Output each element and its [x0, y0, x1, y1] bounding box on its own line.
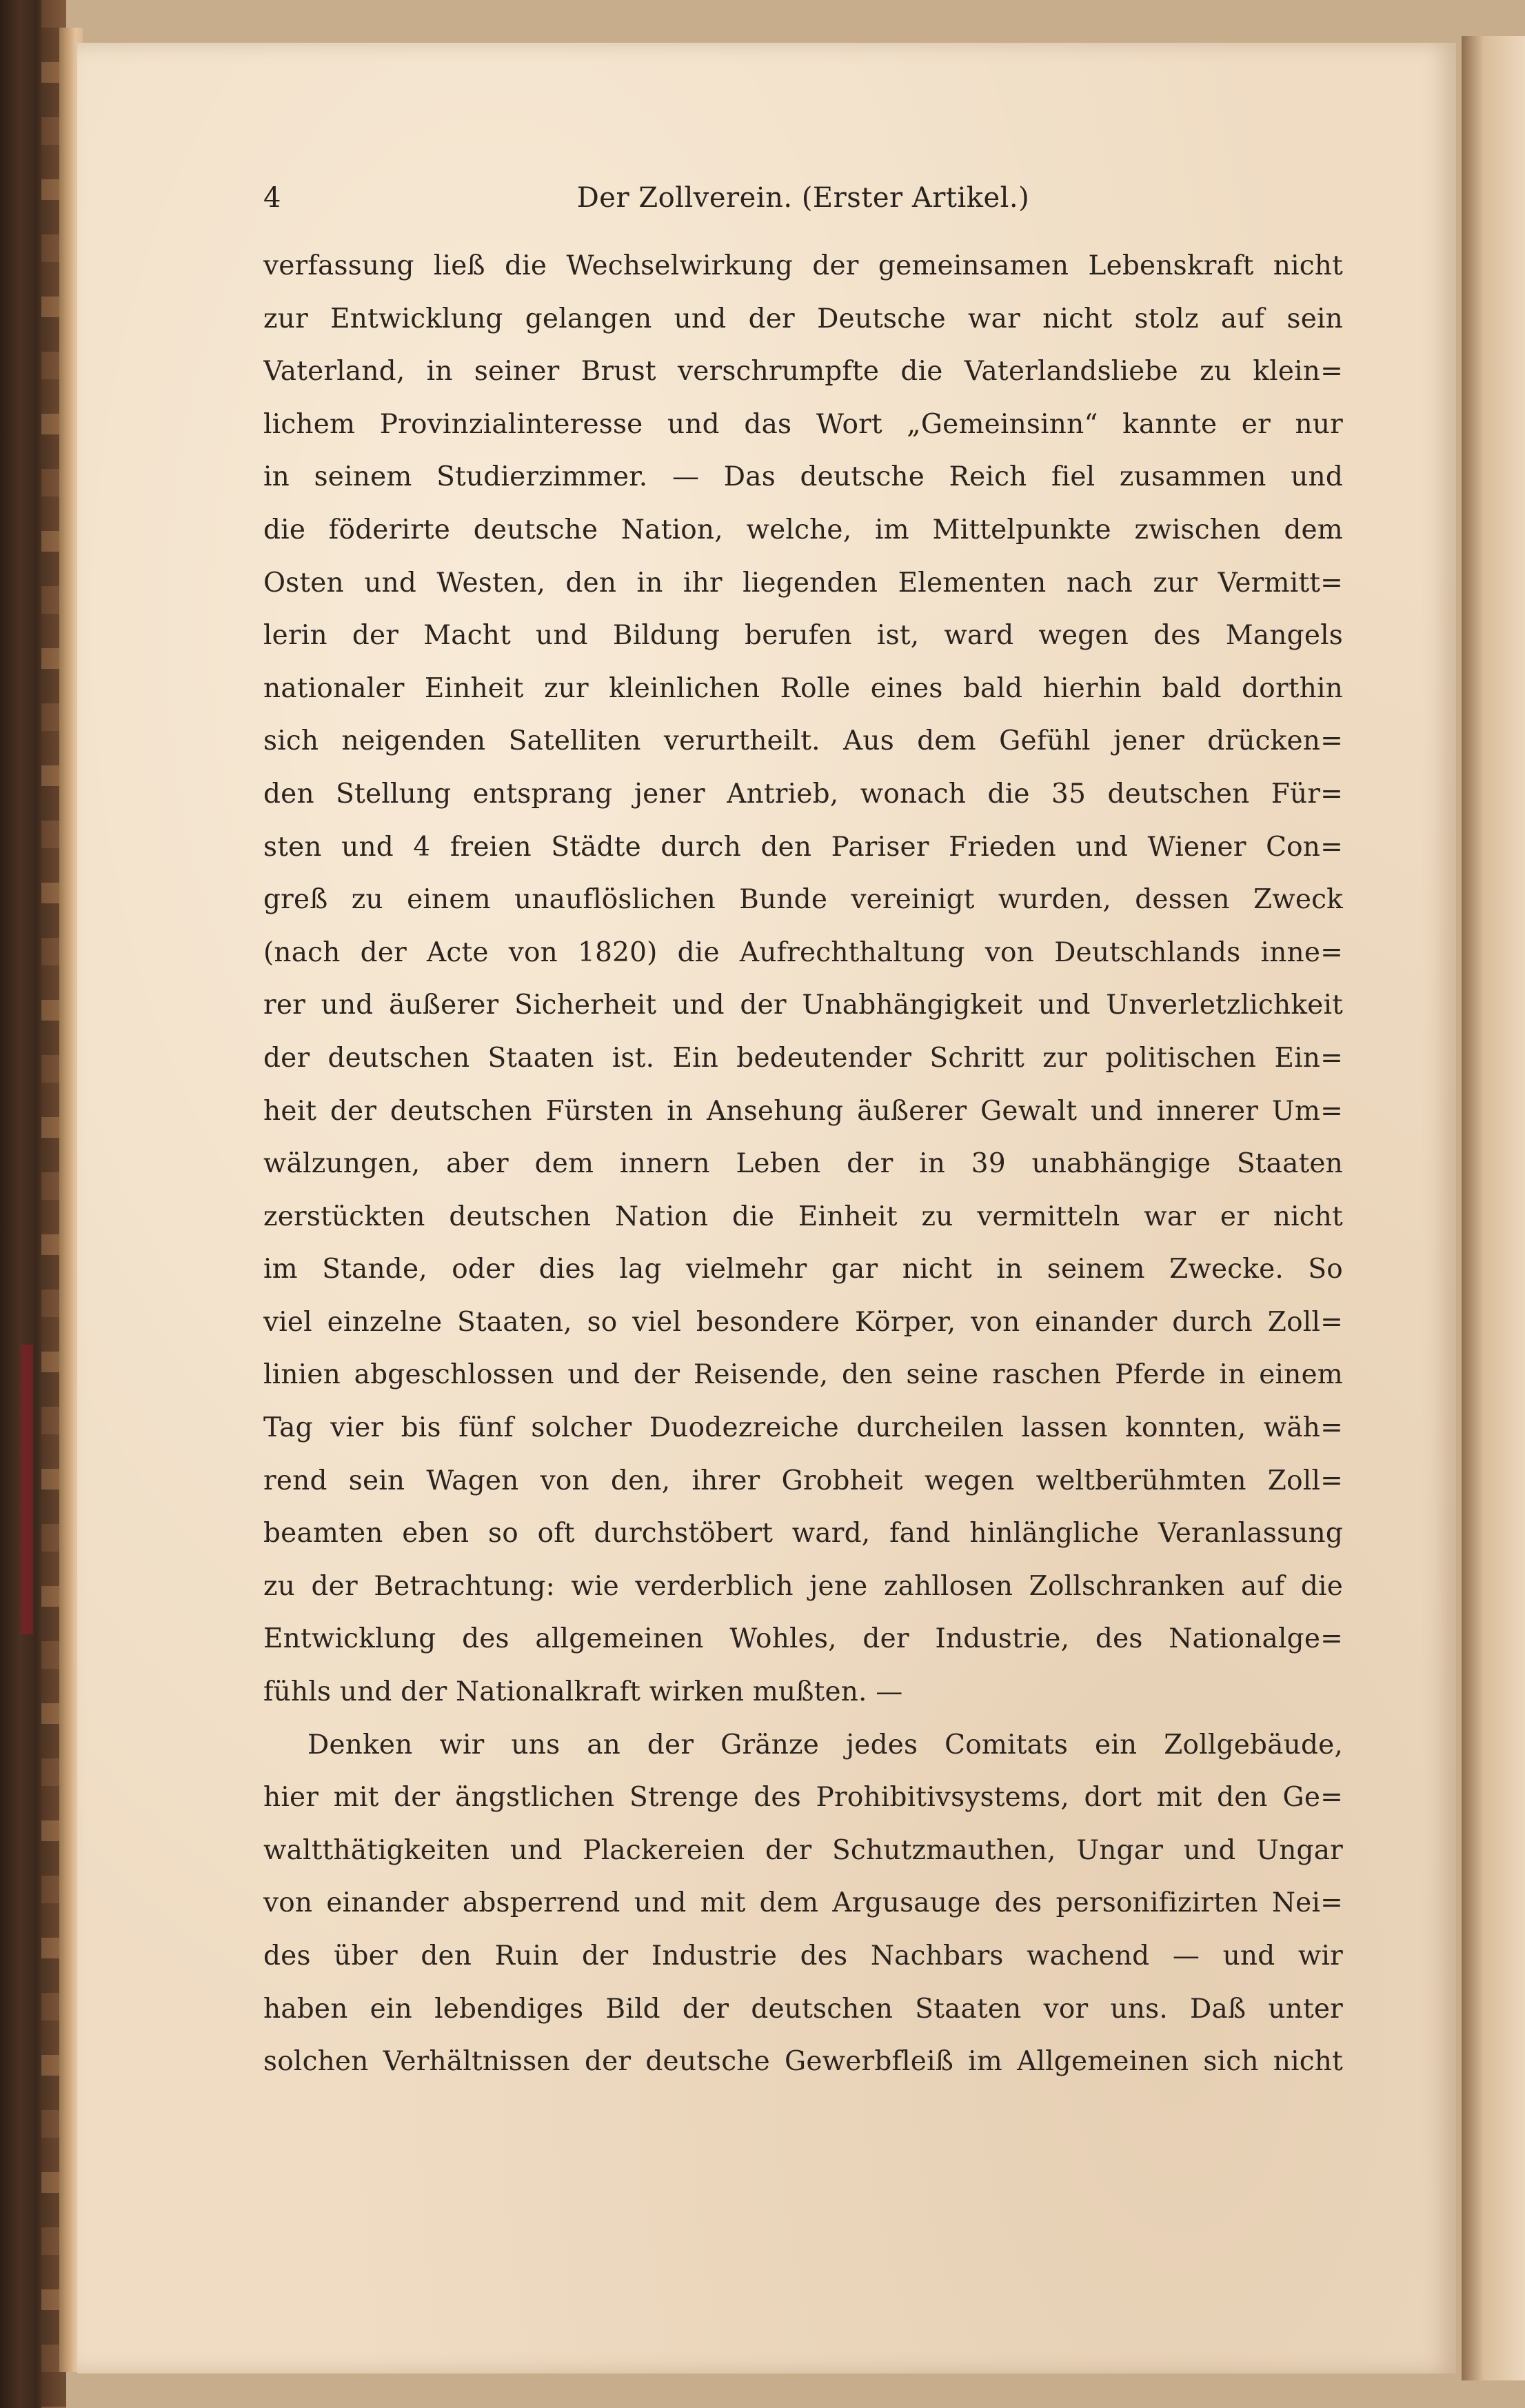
text-line: sten und 4 freien Städte durch den Pariser Frieden und Wiener Con= [263, 831, 1343, 863]
text-line: die föderirte deutsche Nation, welche, im Mittelpunkte zwischen dem [263, 514, 1343, 545]
text-line: heit der deutschen Fürsten in Ansehung äußerer Gewalt und innerer Um= [263, 1095, 1343, 1127]
text-line: sich neigenden Satelliten verurtheilt. Aus dem Gefühl jener drücken= [263, 725, 1343, 757]
text-line: hier mit der ängstlichen Strenge des Prohibitivsystems, dort mit den Ge= [263, 1782, 1343, 1814]
text-line-paragraph-start: Denken wir uns an der Gränze jedes Comitats ein Zollgebäude, [307, 1729, 1343, 1760]
text-line: lichem Provinzialinteresse und das Wort „Gemeinsinn“ kannte er nur [263, 408, 1343, 440]
text-line: beamten eben so oft durchstöbert ward, fand hinlängliche Veranlassung [263, 1518, 1343, 1549]
spine-red-marbling [21, 1345, 33, 1634]
text-line: greß zu einem unauflöslichen Bunde vereinigt wurden, dessen Zweck [263, 884, 1343, 916]
text-line: viel einzelne Staaten, so viel besondere Körper, von einander durch Zoll= [263, 1306, 1343, 1338]
text-line: rer und äußerer Sicherheit und der Unabhängigkeit und Unverletzlichkeit [263, 990, 1343, 1021]
text-line: Entwicklung des allgemeinen Wohles, der Industrie, des Nationalge= [263, 1623, 1343, 1655]
text-line: linien abgeschlossen und der Reisende, den seine raschen Pferde in einem [263, 1359, 1343, 1391]
text-line: lerin der Macht und Bildung berufen ist, ward wegen des Mangels [263, 620, 1343, 652]
text-line: rend sein Wagen von den, ihrer Grobheit wegen weltberühmten Zoll= [263, 1465, 1343, 1496]
text-line: nationaler Einheit zur kleinlichen Rolle eines bald hierhin bald dorthin [263, 672, 1343, 704]
text-line: wälzungen, aber dem innern Leben der in 39 unabhängige Staaten [263, 1148, 1343, 1180]
text-line: des über den Ruin der Industrie des Nachbars wachend — und wir [263, 1940, 1343, 1971]
body-text [263, 240, 1343, 2089]
text-line: (nach der Acte von 1820) die Aufrechthaltung von Deutschlands inne= [263, 936, 1343, 968]
text-line: im Stande, oder dies lag vielmehr gar nicht in seinem Zwecke. So [263, 1254, 1343, 1285]
page-number: 4 [263, 182, 281, 214]
text-line: verfassung ließ die Wechselwirkung der gemeinsamen Lebenskraft nicht [263, 250, 1343, 281]
text-line: waltthätigkeiten und Plackereien der Schutzmauthen, Ungar und Ungar [263, 1834, 1343, 1866]
text-line: haben ein lebendiges Bild der deutschen Staaten vor uns. Daß unter [263, 1993, 1343, 2025]
text-line: solchen Verhältnissen der deutsche Gewerbfleiß im Allgemeinen sich nicht [263, 2046, 1343, 2078]
text-line: von einander absperrend und mit dem Argusauge des personifizirten Nei= [263, 1887, 1343, 1919]
text-line: zur Entwicklung gelangen und der Deutsche war nicht stolz auf sein [263, 303, 1343, 334]
text-line: Vaterland, in seiner Brust verschrumpfte die Vaterlandsliebe zu klein= [263, 356, 1343, 388]
text-line-paragraph-end: fühls und der Nationalkraft wirken mußten. — [263, 1676, 903, 1708]
text-line: Osten und Westen, den in ihr liegenden Elementen nach zur Vermitt= [263, 567, 1343, 599]
text-line: Tag vier bis fünf solcher Duodezreiche durcheilen lassen konnten, wäh= [263, 1412, 1343, 1444]
facing-page-edge [1462, 36, 1525, 2380]
running-title: Der Zollverein. (Erster Artikel.) [576, 182, 1030, 214]
text-line: in seinem Studierzimmer. — Das deutsche Reich fiel zusammen und [263, 461, 1343, 493]
running-header [263, 181, 1343, 215]
text-line: zerstückten deutschen Nation die Einheit zu vermitteln war er nicht [263, 1201, 1343, 1232]
text-line: der deutschen Staaten ist. Ein bedeutender Schritt zur politischen Ein= [263, 1042, 1343, 1074]
text-line: zu der Betrachtung: wie verderblich jene zahllosen Zollschranken auf die [263, 1570, 1343, 1602]
book-spine [0, 0, 66, 2408]
text-line: den Stellung entsprang jener Antrieb, wonach die 35 deutschen Für= [263, 778, 1343, 810]
